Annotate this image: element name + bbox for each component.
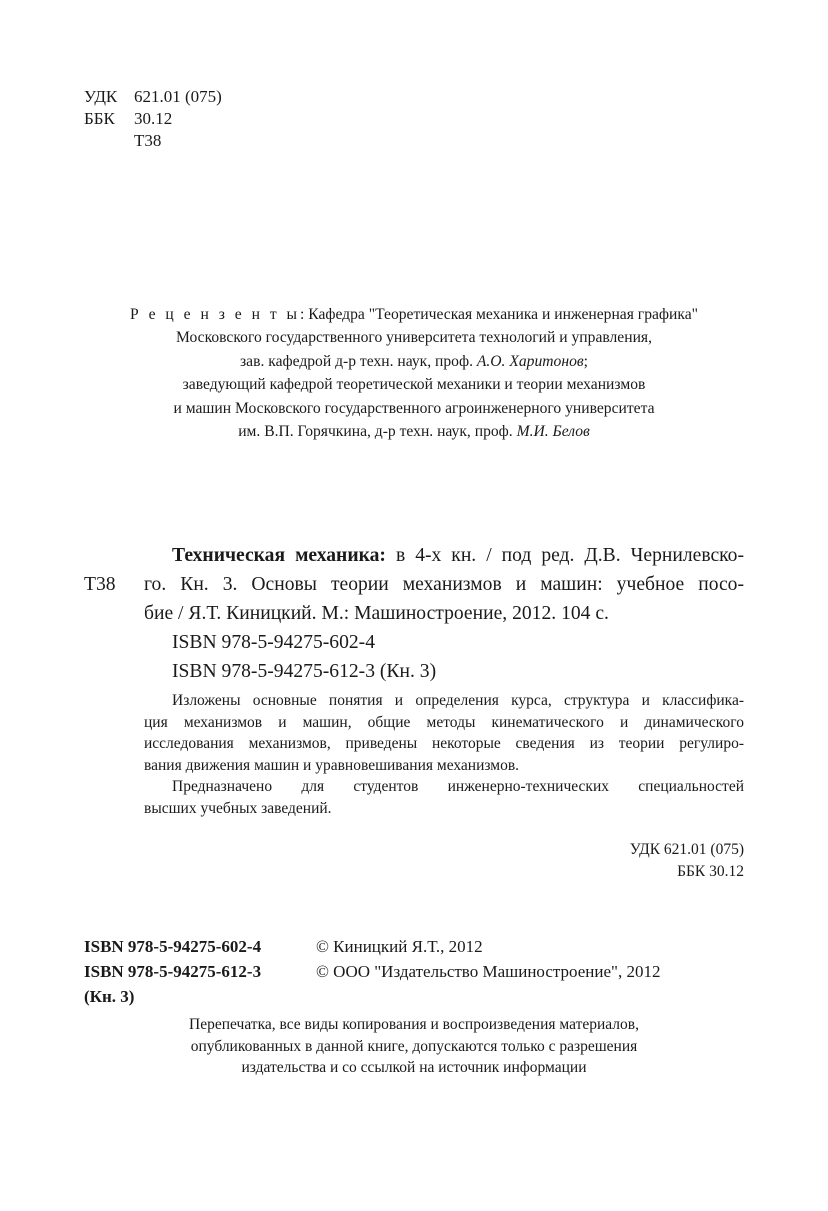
copyright-isbn-2: ISBN 978-5-94275-612-3: [84, 962, 262, 981]
copyright-line-1: © Киницкий Я.Т., 2012: [316, 937, 483, 956]
annotation-p1-line-1: Изложены основные понятия и определения курса, структура и классифика-: [172, 692, 744, 709]
bib-line-1: [172, 541, 744, 570]
reprint-notice: [0, 1014, 828, 1079]
bbk-value: 30.12: [134, 109, 173, 128]
reviewers-line-6: [0, 420, 828, 443]
bottom-udk: УДК 621.01 (075): [629, 841, 744, 858]
annotation-p2-line-1: Предназначено для студентов инженерно-технических специальностей: [172, 778, 744, 796]
reviewers-line-2: Московского государственного университета технологий и управления,: [176, 329, 652, 347]
reviewers-block: [0, 303, 828, 443]
reviewers-line-3-suffix: ;: [583, 352, 588, 370]
annotation-p1-line-4: вания движения машин и уравновешивания механизмов.: [144, 756, 520, 774]
bib-line-1-text: в 4-х кн. / под ред. Д.В. Чернилевско-: [385, 545, 744, 566]
reprint-line-2: опубликованных в данной книге, допускаются только с разрешения: [190, 1037, 638, 1055]
reviewers-line-6-prefix: им. В.П. Горячкина, д-р техн. наук, проф.: [238, 423, 517, 441]
reviewer-name-1: А.О. Харитонов: [476, 352, 584, 370]
reviewers-line-1: [0, 303, 828, 326]
bib-line-3: бие / Я.Т. Киницкий. М.: Машиностроение, 2012. 104 с.: [144, 603, 609, 624]
reprint-line-3: издательства и со ссылкой на источник информации: [241, 1059, 587, 1077]
copyright-isbn-1: ISBN 978-5-94275-602-4: [84, 937, 262, 956]
udk-row: [84, 86, 222, 108]
bib-line-2: го. Кн. 3. Основы теории механизмов и машин: учебное посо-: [144, 574, 744, 595]
reviewers-line-3: [0, 350, 828, 373]
reprint-line-1: Перепечатка, все виды копирования и воспроизведения материалов,: [189, 1016, 639, 1033]
annotation-p2-line-2: высших учебных заведений.: [144, 799, 332, 817]
bbk-label: ББК: [84, 109, 115, 128]
bib-isbn-1: ISBN 978-5-94275-602-4: [172, 632, 375, 653]
annotation-p1-line-2: ция механизмов и машин, общие методы кинематического и динамического: [144, 713, 744, 731]
udk-label: УДК: [84, 87, 118, 106]
bottom-classification: [630, 839, 744, 882]
classification-block: [84, 86, 222, 152]
copyright-isbn-2-note: (Кн. 3): [84, 987, 135, 1006]
bib-mark: Т38: [84, 574, 116, 595]
udk-value: 621.01 (075): [134, 87, 222, 106]
author-mark: Т38: [134, 131, 162, 150]
copyright-line-2: © ООО "Издательство Машиностроение", 2012: [316, 962, 661, 981]
reviewer-name-2: М.И. Белов: [516, 423, 590, 441]
reviewers-line-4: заведующий кафедрой теоретической механики и теории механизмов: [182, 376, 646, 394]
annotation-p1-line-3: исследования механизмов, приведены некоторые сведения из теории регулиро-: [144, 735, 744, 753]
annotation-block: [144, 690, 744, 820]
book-title: Техническая механика:: [172, 545, 386, 566]
bib-isbn-2: ISBN 978-5-94275-612-3 (Кн. 3): [172, 661, 437, 682]
reviewers-line-5: и машин Московского государственного агроинженерного университета: [173, 399, 655, 417]
bbk-row: [84, 108, 222, 130]
author-mark-row: [84, 130, 222, 152]
reviewers-line-1-text: : Кафедра "Теоретическая механика и инженерная графика": [300, 306, 698, 323]
bottom-bbk: ББК 30.12: [677, 862, 744, 880]
reviewers-line-3-prefix: зав. кафедрой д-р техн. наук, проф.: [240, 352, 477, 370]
reviewers-label: Р е ц е н з е н т ы: [130, 306, 301, 323]
